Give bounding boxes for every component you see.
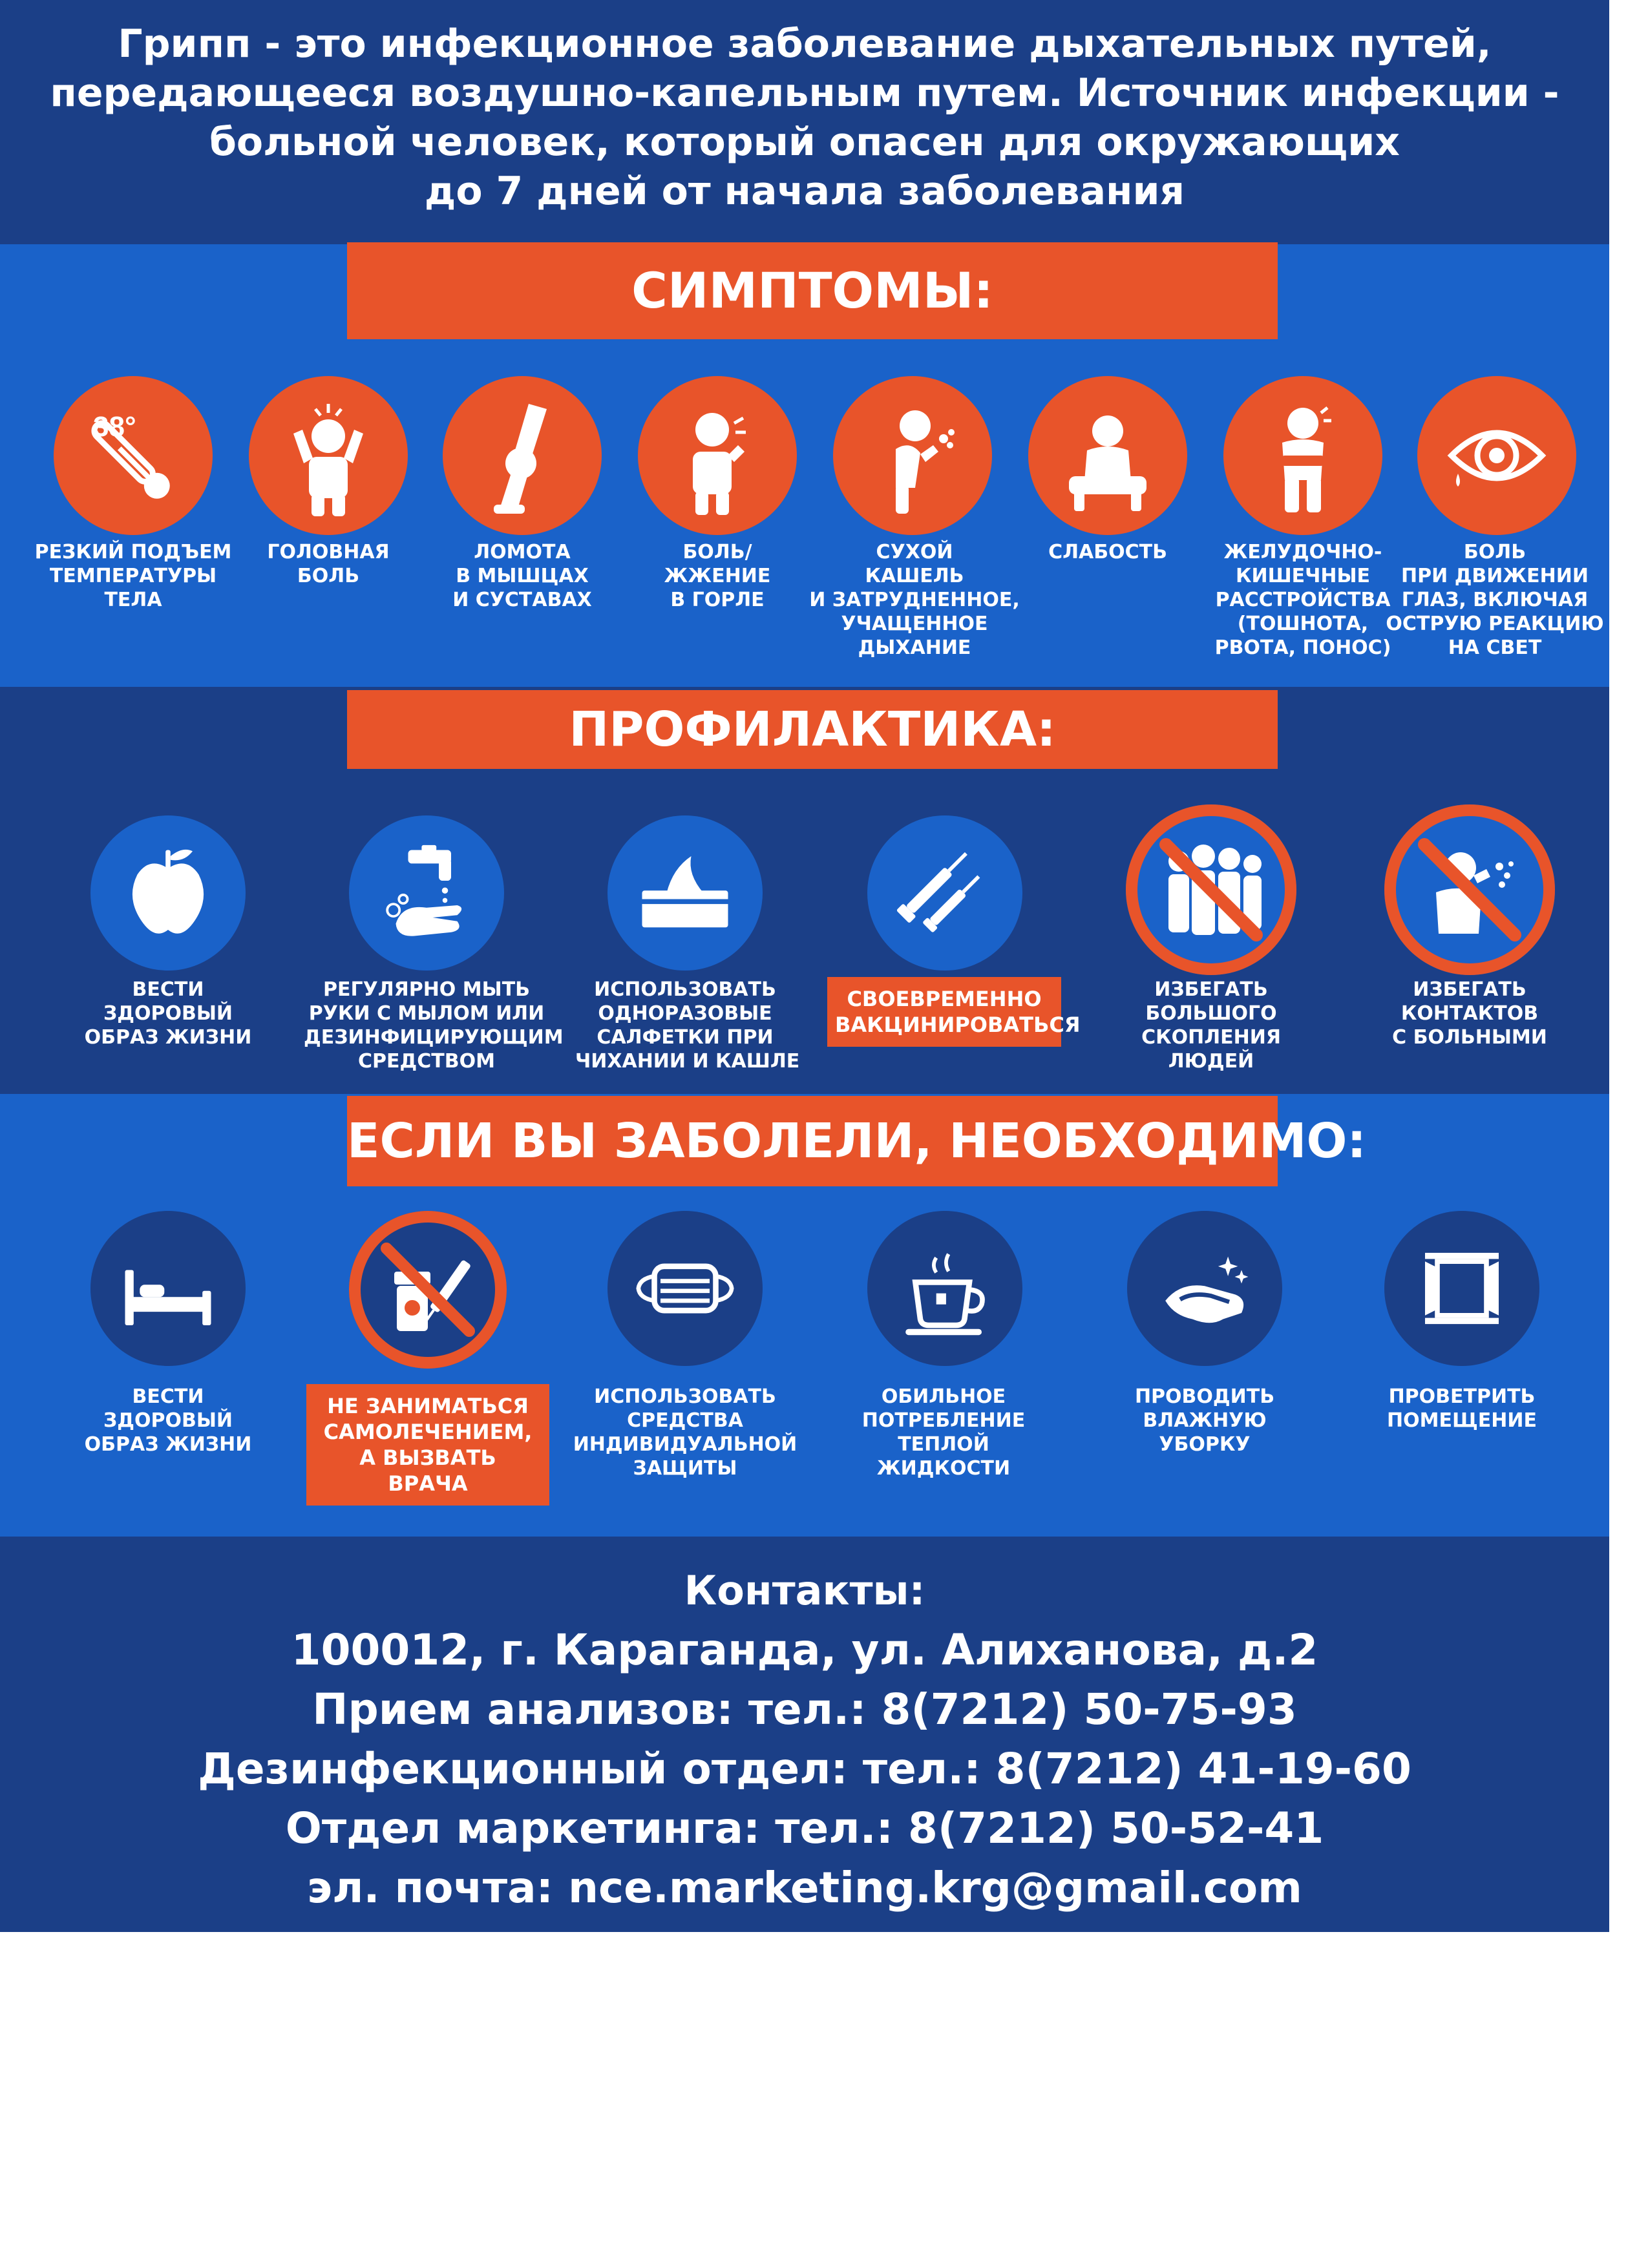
prevention-caption-tissues	[575, 978, 800, 1073]
caption-line: ЖЖЕНИЕ	[664, 565, 771, 587]
caption-line: САМОЛЕЧЕНИЕМ,	[323, 1420, 533, 1444]
headache-icon	[249, 376, 408, 535]
if-sick-caption-ppe	[569, 1385, 801, 1480]
caption-line: РЕЗКИЙ ПОДЪЕМ	[34, 541, 232, 563]
caption-line: ВЕСТИ	[132, 1385, 204, 1408]
caption-line: ИЗБЕГАТЬ	[1413, 978, 1527, 1001]
contacts-title: Контакты:	[684, 1567, 925, 1614]
intro-line: передающееся воздушно-капельным путем. Источник инфекции -	[50, 70, 1559, 116]
caption-line: ГЛАЗ, ВКЛЮЧАЯ	[1401, 589, 1589, 611]
prevention-caption-handwash	[304, 978, 564, 1073]
face-mask-icon	[607, 1211, 763, 1366]
caption-line: ОБРАЗ ЖИЗНИ	[84, 1026, 252, 1049]
symptom-caption-cough	[808, 540, 1021, 660]
prevention-caption-lifestyle	[71, 978, 265, 1049]
joint-icon	[443, 376, 602, 535]
caption-line: КИШЕЧНЫЕ	[1235, 565, 1371, 587]
stomach-ache-icon	[1223, 376, 1382, 535]
caption-line: СРЕДСТВОМ	[358, 1050, 495, 1073]
caption-line: САЛФЕТКИ ПРИ	[597, 1026, 774, 1049]
prevention-caption-crowds	[1108, 978, 1315, 1073]
caption-line: БОЛЬ/	[682, 541, 752, 563]
caption-line: ЖИДКОСТИ	[876, 1457, 1011, 1480]
caption-line: БОЛЬШОГО	[1145, 1002, 1277, 1025]
caption-line: ПРОВОДИТЬ	[1134, 1385, 1275, 1408]
caption-line: ДЫХАНИЕ	[858, 636, 971, 659]
if-sick-title: ЕСЛИ ВЫ ЗАБОЛЕЛИ, НЕОБХОДИМО:	[347, 1096, 1278, 1186]
caption-line: И СУСТАВАХ	[452, 589, 592, 611]
caption-line: ДЕЗИНФИЦИРУЮЩИМ	[304, 1026, 564, 1049]
prevention-caption-contacts	[1366, 978, 1573, 1049]
contacts-phone-disinfection: Дезинфекционный отдел: тел.: 8(7212) 41-19-60	[198, 1744, 1411, 1794]
caption-line: ПОТРЕБЛЕНИЕ	[861, 1409, 1026, 1432]
tissue-box-icon	[607, 815, 763, 971]
thermometer-icon	[54, 376, 213, 535]
if-sick-caption-ventilate	[1365, 1385, 1559, 1433]
caption-line: ТЕЛА	[104, 589, 162, 611]
cough-icon	[833, 376, 992, 535]
open-window-icon	[1384, 1211, 1539, 1366]
wet-cleaning-icon	[1127, 1211, 1282, 1366]
caption-line: ВЛАЖНУЮ	[1143, 1409, 1267, 1432]
caption-line: ТЕПЛОЙ	[898, 1433, 989, 1456]
caption-line: СВОЕВРЕМЕННО	[847, 987, 1042, 1011]
caption-line: ОБРАЗ ЖИЗНИ	[84, 1433, 252, 1456]
symptom-caption-joints	[419, 540, 626, 612]
caption-line: БОЛЬ	[1463, 541, 1527, 563]
syringe-icon	[867, 815, 1022, 971]
no-sneeze-icon	[1384, 804, 1555, 975]
caption-line: ЗДОРОВЫЙ	[103, 1002, 233, 1025]
caption-line: ИСПОЛЬЗОВАТЬ	[594, 978, 776, 1001]
caption-line: ПОМЕЩЕНИЕ	[1387, 1409, 1537, 1432]
caption-line: КАШЕЛЬ	[865, 565, 964, 587]
caption-line: ИСПОЛЬЗОВАТЬ	[594, 1385, 776, 1408]
caption-line: НА СВЕТ	[1448, 636, 1542, 659]
caption-line: И ЗАТРУДНЕННОЕ,	[809, 589, 1020, 611]
caption-line: ЛОМОТА	[474, 541, 571, 563]
caption-line: (ТОШНОТА,	[1237, 613, 1369, 635]
caption-line: БОЛЬ	[297, 565, 360, 587]
caption-line: ЗДОРОВЫЙ	[103, 1409, 233, 1432]
apple-icon	[90, 815, 246, 971]
caption-line: ТЕМПЕРАТУРЫ	[49, 565, 217, 587]
contacts-email: эл. почта: nce.marketing.krg@gmail.com	[307, 1863, 1302, 1913]
caption-line: ПРИ ДВИЖЕНИИ	[1401, 565, 1589, 587]
caption-line: УЧАЩЕННОЕ	[841, 613, 988, 635]
symptom-caption-temperature	[23, 540, 243, 612]
caption-line: СЛАБОСТЬ	[1048, 541, 1167, 563]
symptom-caption-throat	[620, 540, 814, 612]
no-crowd-icon	[1126, 804, 1296, 975]
caption-line: С БОЛЬНЫМИ	[1392, 1026, 1547, 1049]
caption-line: ЖЕЛУДОЧНО-	[1223, 541, 1382, 563]
caption-line: ВЕСТИ	[132, 978, 204, 1001]
caption-line: ОСТРУЮ РЕАКЦИЮ	[1386, 613, 1604, 635]
prevention-caption-vaccination	[827, 977, 1081, 1047]
caption-line: РЕГУЛЯРНО МЫТЬ	[322, 978, 531, 1001]
eye-icon	[1417, 376, 1576, 535]
intro-line: Грипп - это инфекционное заболевание дыхательных путей,	[118, 21, 1492, 67]
caption-line: ПРОВЕТРИТЬ	[1388, 1385, 1536, 1408]
caption-line: ВАКЦИНИРОВАТЬСЯ	[835, 1013, 1081, 1037]
temperature-label: 38°	[93, 411, 136, 443]
caption-line: ОДНОРАЗОВЫЕ	[598, 1002, 772, 1025]
if-sick-caption-doctor	[306, 1384, 549, 1506]
caption-line: РУКИ С МЫЛОМ ИЛИ	[308, 1002, 545, 1025]
if-sick-caption-lifestyle	[71, 1385, 265, 1456]
symptom-caption-eyes	[1382, 540, 1608, 660]
caption-line: СУХОЙ	[876, 541, 953, 563]
hand-washing-icon	[349, 815, 504, 971]
caption-line: В МЫШЦАХ	[456, 565, 589, 587]
intro-line: больной человек, который опасен для окружающих	[209, 120, 1400, 165]
no-self-medication-icon	[349, 1211, 507, 1369]
caption-line: ЛЮДЕЙ	[1168, 1050, 1254, 1073]
if-sick-caption-cleaning	[1108, 1385, 1302, 1456]
caption-line: ОБИЛЬНОЕ	[881, 1385, 1006, 1408]
intro-text	[0, 0, 1609, 244]
prevention-title: ПРОФИЛАКТИКА:	[347, 690, 1278, 769]
weakness-icon	[1028, 376, 1187, 535]
caption-line: НЕ ЗАНИМАТЬСЯ	[327, 1394, 529, 1418]
caption-line: КОНТАКТОВ	[1400, 1002, 1539, 1025]
caption-line: А ВЫЗВАТЬ	[359, 1445, 496, 1470]
caption-line: ГОЛОВНАЯ	[267, 541, 390, 563]
caption-line: УБОРКУ	[1159, 1433, 1251, 1456]
intro-line: до 7 дней от начала заболевания	[424, 169, 1185, 214]
caption-line: ИНДИВИДУАЛЬНОЙ	[573, 1433, 798, 1456]
bed-icon	[90, 1211, 246, 1366]
caption-line: СРЕДСТВА	[627, 1409, 743, 1432]
caption-line: ЗАЩИТЫ	[633, 1457, 737, 1480]
caption-line: РВОТА, ПОНОС)	[1214, 636, 1391, 659]
symptom-caption-headache	[231, 540, 425, 588]
caption-line: В ГОРЛЕ	[670, 589, 765, 611]
caption-line: РАССТРОЙСТВА	[1215, 589, 1391, 611]
symptoms-title: СИМПТОМЫ:	[347, 242, 1278, 339]
contacts-phone-marketing: Отдел маркетинга: тел.: 8(7212) 50-52-41	[285, 1803, 1324, 1853]
symptom-caption-weakness	[1011, 540, 1205, 564]
hot-drink-icon	[867, 1211, 1022, 1366]
contacts-phone-lab: Прием анализов: тел.: 8(7212) 50-75-93	[312, 1685, 1297, 1734]
caption-line: ЧИХАНИИ И КАШЛЕ	[575, 1050, 800, 1073]
caption-line: СКОПЛЕНИЯ	[1141, 1026, 1281, 1049]
sore-throat-icon	[638, 376, 797, 535]
if-sick-caption-fluids	[840, 1385, 1047, 1480]
caption-line: ВРАЧА	[388, 1471, 468, 1496]
contacts-address: 100012, г. Караганда, ул. Алиханова, д.2	[291, 1625, 1318, 1675]
caption-line: ИЗБЕГАТЬ	[1154, 978, 1268, 1001]
symptom-caption-stomach	[1199, 540, 1406, 660]
contacts-block	[0, 1537, 1609, 1932]
